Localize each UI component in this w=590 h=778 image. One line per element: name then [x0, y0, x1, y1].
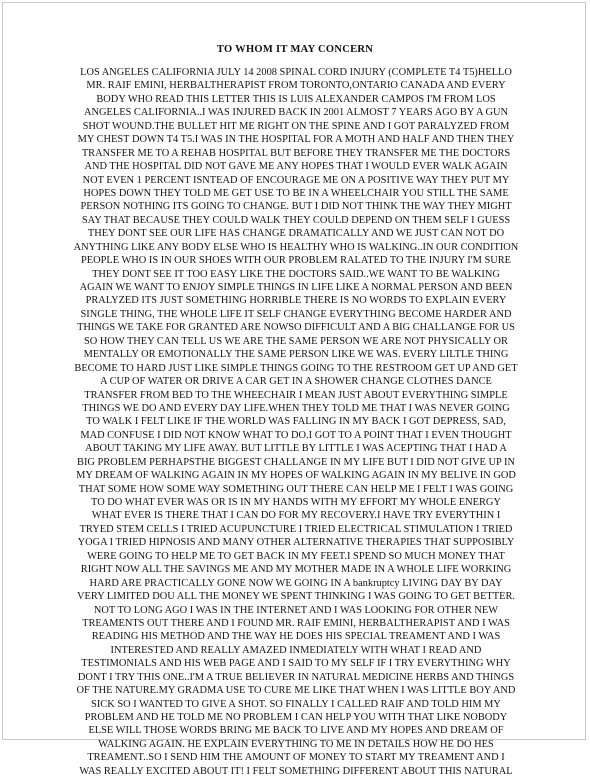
letter-line: TO DO WHAT EVER WAS OR IS IN MY HANDS WITH MY EFFORT MY WHOLE ENERGY [91, 497, 501, 508]
letter-line: PROBLEM AND HE TOLD ME NO PROBLEM I CAN HELP YOU WITH THAT LIKE NOBODY [84, 712, 508, 723]
letter-line: ABOUT TAKING MY LIFE AWAY. BUT LITTLE BY LITTLE I WAS ACEPTING THAT I HAD A [85, 443, 507, 455]
letter-line: PERSON NOTHING ITS GOING TO CHANGE. BUT I DID NOT THINK THE WAY THEY MIGHT [80, 201, 512, 213]
letter-line: THINGS WE DO AND EVERY DAY LIFE.WHEN THEY TOLD ME THAT I WAS NEVER GOING [82, 402, 510, 414]
letter-line: MENTALLY OR EMOTIONALLY THE SAME PERSON LIKE WE WAS. EVERY LILTLE THING [83, 349, 509, 361]
letter-line: THEY DONT SEE OUR LIFE HAS CHANGE DRAMATICALLY AND WE JUST CAN NOT DO [87, 228, 505, 240]
letter-line: SICK SO I WANTED TO GIVE A SHOT. SO FINALLY I CALLED RAIF AND TOLD HIM MY [91, 698, 501, 710]
letter-line: ANYTHING LIKE ANY BODY ELSE WHO IS HEALTHY WHO IS WALKING..IN OUR CONDITION [73, 241, 519, 253]
letter-line: WALKING AGAIN. HE EXPLAIN EVERYTHING TO ME IN DETAILS HOW HE DO HES [98, 738, 494, 750]
letter-line: MAD CONFUSE I DID NOT KNOW WHAT TO DO.I GOT TO A POINT THAT I EVEN THOUGHT [80, 429, 512, 441]
letter-line: THEY DONT SEE IT TOO EASY LIKE THE DOCTORS SAID..WE WANT TO BE WALKING [92, 268, 500, 280]
letter-line: RIGHT NOW ALL THE SAVINGS ME AND MY MOTHER MADE IN A WHOLE LIFE WORKING [80, 564, 512, 576]
letter-line: BODY WHO READ THIS LETTER THIS IS LUIS ALEXANDER CAMPOS I'M FROM LOS [96, 93, 496, 105]
letter-line: PEOPLE WHO IS IN OUR SHOES WITH OUR PROBLEM RALATED TO THE INJURY I'M SURE [80, 255, 512, 267]
letter-line: TRANSFER ME TO A REHAB HOSPITAL BUT BEFORE THEY TRANSFER ME THE DOCTORS [81, 147, 511, 159]
letter-line: MY DREAM OF WALKING AGAIN IN MY HOPES OF WALKING AGAIN IN MY BELIVE IN GOD [76, 470, 516, 482]
letter-line: PRALYZED ITS JUST SOMETHING HORRIBLE THERE IS NO WORDS TO EXPLAIN EVERY [85, 295, 507, 307]
letter-line: LOS ANGELES CALIFORNIA JULY 14 2008 SPINAL CORD INJURY (COMPLETE T4 T5)HELLO [80, 67, 512, 78]
letter-line: A CUP OF WATER OR DRIVE A CAR GET IN A SHOWER CHANGE CLOTHES DANCE [100, 376, 492, 388]
letter-line: INTERESTED AND REALLY AMAZED INMEDIATELY WITH WHAT I READ AND [110, 644, 482, 656]
letter-line: MR. RAIF EMINI, HERBALTHERAPIST FROM TORONTO,ONTARIO CANADA AND EVERY [86, 80, 506, 92]
letter-line: TREAMENTS OUT THERE AND I FOUND MR. RAIF EMINI, HERBALTHERAPIST AND I WAS [82, 617, 510, 629]
letter-line: HOPES DOWN THEY TOLD ME GET USE TO BE IN A WHEELCHAIR YOU STILL THE SAME [83, 187, 509, 199]
letter-line: THINGS WE TAKE FOR GRANTED ARE NOWSO DIFFICULT AND A BIG CHALLANGE FOR US [77, 322, 515, 334]
letter-title: TO WHOM IT MAY CONCERN [216, 44, 374, 55]
letter-line: WHAT EVER IS THERE THAT I CAN DO FOR MY RECOVERY.I HAVE TRY EVERYTHIN I [91, 510, 501, 522]
letter-line: TRANSFER FROM BED TO THE WHEECHAIR I MEAN JUST ABOUT EVERYTHING SIMPLE [84, 389, 508, 401]
letter-line: OF THE NATURE.MY GRADMA USE TO CURE ME LIKE THAT WHEN I WAS LITTLE BOY AND [76, 685, 516, 697]
letter-line: NOT EVEN 1 PERCENT ISNTEAD OF ENCOURAGE ME ON A POSITIVE WAY THEY PUT MY [82, 174, 510, 186]
letter-line: SO HOW THEY CAN TELL US WE ARE THE SAME PERSON WE ARE NOT PHYSICALLY OR [84, 335, 508, 347]
letter-line: ANGELES CALIFORNIA..I WAS INJURED BACK IN 2001 ALMOST 7 YEARS AGO BY A GUN [83, 107, 509, 119]
letter-line: AGAIN WE WANT TO ENJOY SIMPLE THINGS IN LIFE LIKE A NORMAL PERSON AND BEEN [79, 282, 513, 293]
letter-line: AND THE HOSPITAL DID NOT GAVE ME ANY HOPES THAT I WOULD EVER WALK AGAIN [84, 161, 508, 173]
letter-line: BIG PROBLEM PERHAPSTHE BIGGEST CHALLANGE IN MY LIFE BUT I DID NOT GIVE UP IN [77, 456, 515, 468]
letter-line: TRYED STEM CELLS I TRIED ACUPUNCTURE I TRIED ELECTRICAL STIMULATION I TRIED [79, 523, 513, 535]
letter-line: TO WALK I FELT LIKE IF THE WORLD WAS FALLING IN MY BACK I GOT DEPRESS, SAD, [86, 416, 506, 428]
letter-line: TESTIMONIALS AND HIS WEB PAGE AND I SAID TO MY SELF IF I TRY EVERYTHING WHY [81, 658, 511, 670]
letter-line: MY CHEST DOWN T4 T5.I WAS IN THE HOSPITAL FOR A MOTH AND HALF AND THEN THEY [77, 134, 515, 146]
letter-line: SINGLE THING, THE WHOLE LIFE IT SELF CHANGE EVERYTHING BECOME HARDER AND [80, 308, 512, 320]
letter-line: NOT TO LONG AGO I WAS IN THE INTERNET AND I WAS LOOKING FOR OTHER NEW [93, 604, 499, 616]
letter-line: THAT SOME HOW SOME WAY SOMETHING OUT THERE CAN HELP ME I FELT I WAS GOING [78, 483, 514, 495]
letter-line: WAS REALLY EXCITED ABOUT IT! I FELT SOMETHING DIFFERENT ABOUT THIS NATURAL [79, 765, 513, 777]
letter-line: HARD ARE PRACTICALLY GONE NOW WE GOING IN A bankruptcy LIVING DAY BY DAY [89, 577, 503, 589]
letter-line: SAY THAT BECAUSE THEY COULD WALK THEY COULD DEPEND ON THEM SELF I GUESS [81, 214, 511, 226]
letter-body [32, 66, 560, 778]
letter-line: DONT I TRY THIS ONE..I'M A TRUE BELIEVER IN NATURAL MEDICINE HERBS AND THINGS [77, 671, 515, 683]
letter-line: VERY LIMITED DOU ALL THE MONEY WE SPENT THINKING I WAS GOING TO GET BETTER. [76, 591, 515, 603]
letter-line: SHOT WOUND.THE BULLET HIT ME RIGHT ON THE SPINE AND I GOT PARALYZED FROM [82, 120, 510, 132]
letter-line: WERE GOING TO HELP ME TO GET BACK IN MY FEET.I SPEND SO MUCH MONEY THAT [87, 550, 505, 562]
letter-line: BECOME TO HARD JUST LIKE SIMPLE THINGS GOING TO THE RESTROOM GET UP AND GET [74, 362, 518, 374]
letter-line: TREAMENT..SO I SEND HIM THE AMOUNT OF MONEY TO START MY TREAMENT AND I [87, 752, 505, 764]
letter-line: YOGA I TRIED HIPNOSIS AND MANY OTHER ALTERNATIVE THERAPIES THAT SUPPOSIBLY [77, 537, 515, 549]
letter-line: ELSE WILL THOSE WORDS BRING ME BACK TO LIVE AND MY HOPES AND DREAM OF [88, 725, 504, 737]
letter-line: READING HIS METHOD AND THE WAY HE DOES HIS SPECIAL TREAMENT AND I WAS [91, 631, 501, 643]
